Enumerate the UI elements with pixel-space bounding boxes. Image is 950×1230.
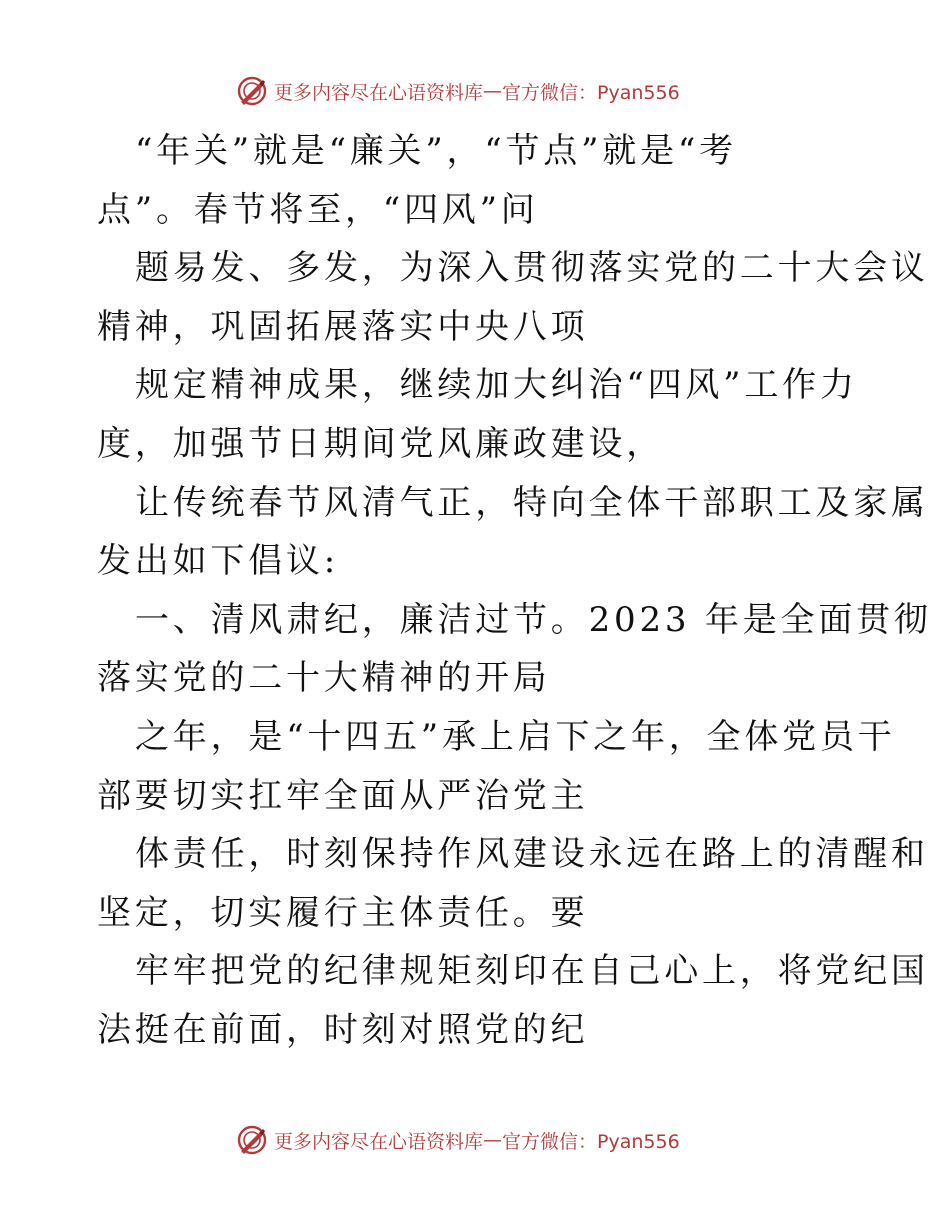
watermark-title: 更多内容尽在心语资料库 [274, 81, 484, 104]
paragraph-line: 题易发、多发，为深入贯彻落实党的二十大会议 [135, 248, 929, 289]
watermark-wechat: 官方微信：Pyan556 [502, 1130, 680, 1153]
watermark-dash: — [483, 1129, 503, 1151]
paragraph-line: 落实党的二十大精神的开局 [97, 658, 551, 699]
pen-logo-icon [236, 1124, 268, 1156]
paragraph-line: 点”。春节将至，“四风”问 [97, 189, 539, 230]
paragraph-line: 精神，巩固拓展落实中央八项 [97, 306, 589, 347]
paragraph-line: 部要切实扛牢全面从严治党主 [97, 775, 589, 816]
paragraph-line: 让传统春节风清气正，特向全体干部职工及家属 [135, 482, 929, 523]
watermark-dash: — [483, 80, 503, 102]
paragraph-line: 度，加强节日期间党风廉政建设， [97, 423, 664, 464]
header-watermark [236, 73, 680, 109]
document-body [97, 122, 932, 1060]
paragraph-line: 体责任，时刻保持作风建设永远在路上的清醒和 [135, 834, 929, 875]
paragraph-line: “年关”就是“廉关”，“节点”就是“考 [135, 131, 737, 171]
paragraph-line: 坚定，切实履行主体责任。要 [97, 892, 589, 933]
watermark-wechat: 官方微信：Pyan556 [502, 81, 680, 104]
pen-logo-icon [236, 75, 268, 107]
footer-watermark [236, 1122, 680, 1158]
paragraph-line: 之年，是“十四五”承上启下之年，全体党员干 [135, 716, 896, 757]
paragraph-line: 法挺在前面，时刻对照党的纪 [97, 1009, 589, 1050]
paragraph-line: 牢牢把党的纪律规矩刻印在自己心上，将党纪国 [135, 951, 929, 992]
watermark-title: 更多内容尽在心语资料库 [274, 1130, 484, 1153]
paragraph-line: 发出如下倡议: [97, 541, 340, 582]
paragraph-line: 规定精神成果，继续加大纠治“四风”工作力 [135, 365, 858, 406]
paragraph-line: 一、清风肃纪，廉洁过节。2023 年是全面贯彻 [135, 599, 932, 640]
